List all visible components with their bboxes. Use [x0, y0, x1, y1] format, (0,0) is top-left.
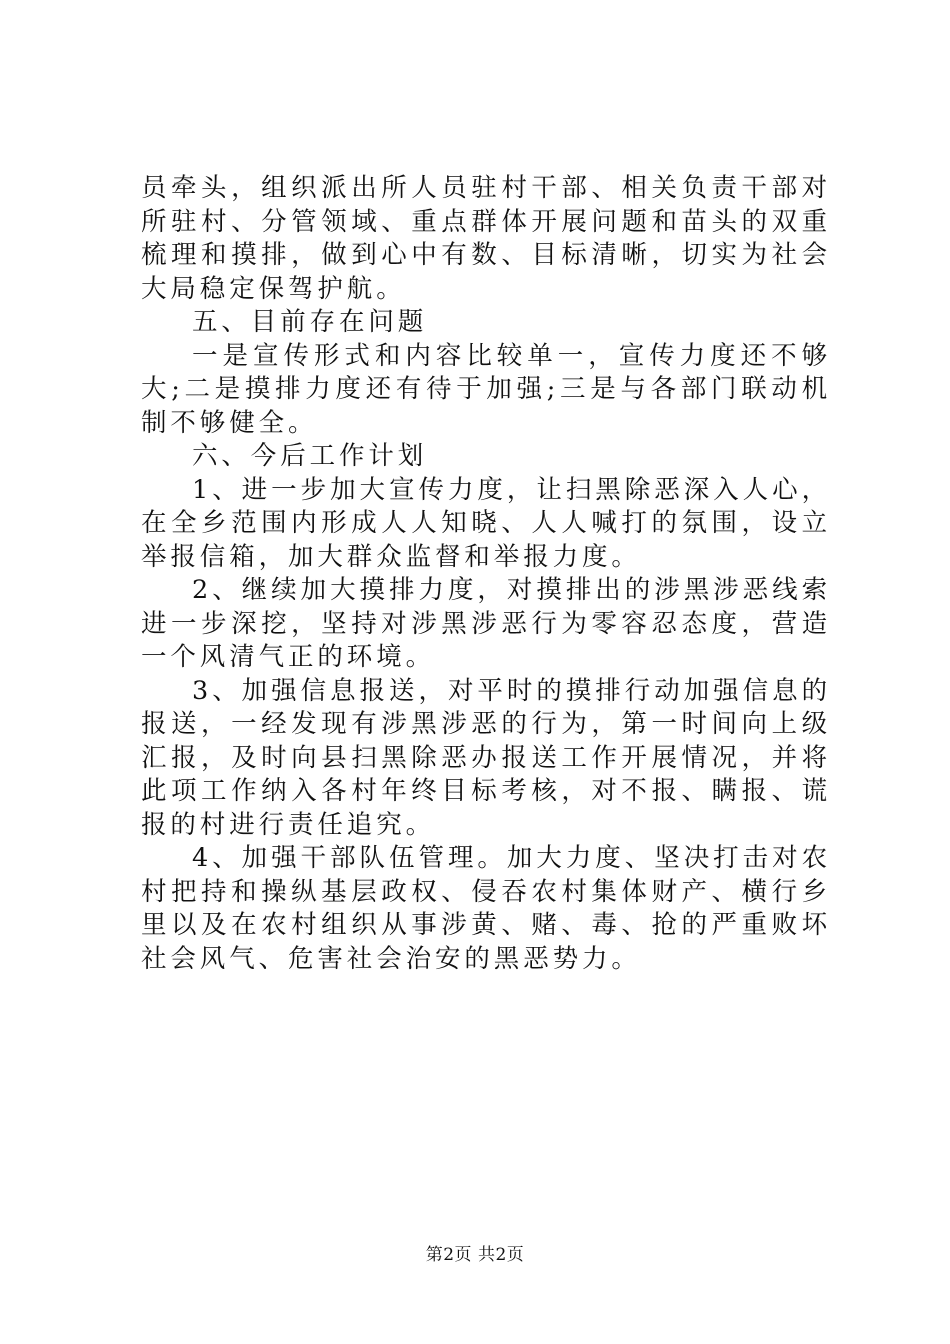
paragraph-problems: 一是宣传形式和内容比较单一，宣传力度还不够大;二是摸排力度还有待于加强;三是与各部门联动机制不够健全。	[141, 340, 831, 438]
plan-item-4: 4、加强干部队伍管理。加大力度、坚决打击对农村把持和操纵基层政权、侵吞农村集体财产、横行乡里以及在农村组织从事涉黄、赌、毒、抢的严重败坏社会风气、危害社会治安的黑恶势力。	[141, 843, 831, 974]
document-body	[141, 172, 831, 976]
plan-item-3: 3、加强信息报送，对平时的摸排行动加强信息的报送，一经发现有涉黑涉恶的行为，第一时间向上级汇报，及时向县扫黑除恶办报送工作开展情况，并将此项工作纳入各村年终目标考核，对不报、瞒报、谎报的村进行责任追究。	[141, 675, 831, 840]
page-number-footer: 第2页 共2页	[425, 1245, 525, 1265]
plan-item-2: 2、继续加大摸排力度，对摸排出的涉黑涉恶线索进一步深挖，坚持对涉黑涉恶行为零容忍态度，营造一个风清气正的环境。	[141, 575, 831, 672]
paragraph-continuation: 员牵头，组织派出所人员驻村干部、相关负责干部对所驻村、分管领域、重点群体开展问题和苗头的双重梳理和摸排，做到心中有数、目标清晰，切实为社会大局稳定保驾护航。	[141, 173, 831, 304]
section-heading-work-plan: 六、今后工作计划	[192, 441, 428, 471]
plan-item-1: 1、进一步加大宣传力度，让扫黑除恶深入人心，在全乡范围内形成人人知晓、人人喊打的氛围，设立举报信箱，加大群众监督和举报力度。	[141, 474, 831, 572]
section-heading-current-problems: 五、目前存在问题	[192, 307, 428, 337]
